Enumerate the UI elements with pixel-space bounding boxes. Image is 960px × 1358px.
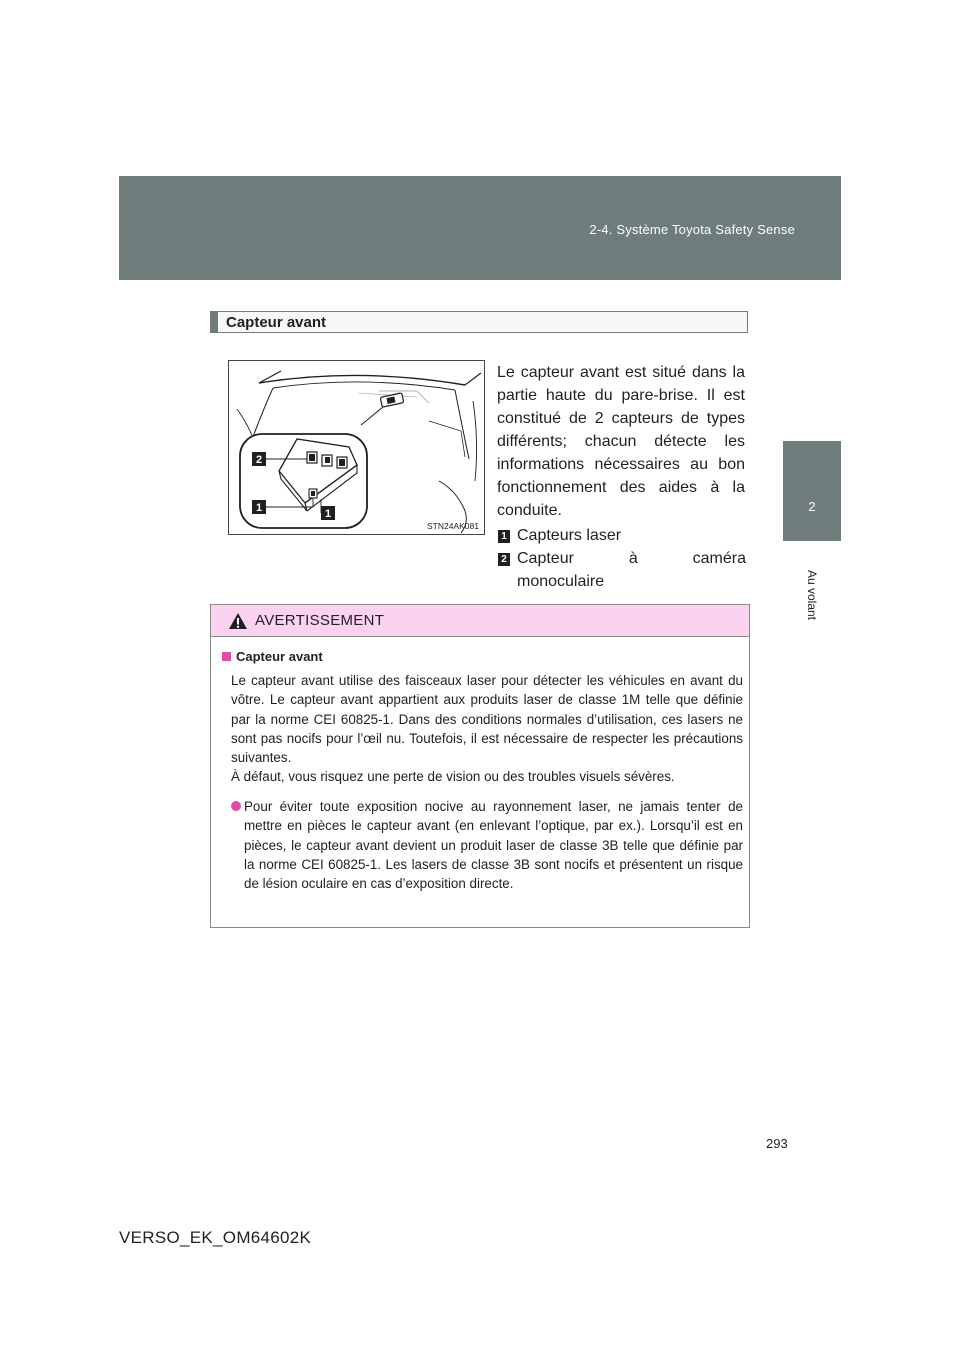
legend-number-badge: 2 xyxy=(498,553,510,566)
windshield-sensor-drawing xyxy=(229,361,486,536)
chapter-number: 2 xyxy=(808,499,816,514)
section-heading-text: Capteur avant xyxy=(226,314,327,331)
callout-2: 2 xyxy=(255,454,263,466)
legend-number-badge: 1 xyxy=(498,530,510,543)
legend-item-laser xyxy=(498,524,746,547)
warning-paragraph-text: Le capteur avant utilise des faisceaux laser pour détecter les véhicules en avant du vôtre. Le capteur avant appartient aux produits laser de classe 1M telle que définie par la norme CEI 60825-1. Dans des conditions normales d’utilisation, ces lasers ne sont pas nocifs pour l’œil nu. Toutefois, il est nécessaire de respecter les précautions suivantes. xyxy=(231,673,743,766)
warning-title: AVERTISSEMENT xyxy=(255,612,385,629)
legend-label: Capteur à caméra xyxy=(517,550,746,567)
warning-paragraph-conclusion: À défaut, vous risquez une perte de vision ou des troubles visuels sévères. xyxy=(231,769,675,785)
section-heading xyxy=(210,311,748,333)
legend-text xyxy=(517,524,746,547)
warning-subheading xyxy=(222,649,323,664)
warning-bullet xyxy=(231,797,743,893)
warning-paragraph xyxy=(231,671,743,787)
legend-text xyxy=(517,547,746,593)
legend-label-cont: monoculaire xyxy=(517,573,605,590)
chapter-side-label: Au volant xyxy=(805,569,819,621)
warning-header xyxy=(211,605,749,637)
intro-paragraph: Le capteur avant est situé dans la partie haute du pare-brise. Il est constitué de 2 capteurs de types différents; chacun détecte les informations nécessaires au bon fonctionnement des aides à la conduite. xyxy=(497,364,745,519)
pink-square-icon xyxy=(222,652,231,661)
legend-item-camera xyxy=(498,547,746,593)
page-number: 293 xyxy=(766,1136,788,1151)
document-code: VERSO_EK_OM64602K xyxy=(119,1228,312,1247)
sensor-illustration xyxy=(228,360,485,535)
header-band xyxy=(119,176,841,280)
warning-box xyxy=(210,604,750,928)
warning-subheading-text: Capteur avant xyxy=(236,649,323,664)
chapter-title: 2-4. Système Toyota Safety Sense xyxy=(589,222,795,237)
warning-icon xyxy=(228,612,248,630)
pink-bullet-icon xyxy=(231,801,241,811)
legend-label: Capteurs laser xyxy=(517,527,622,544)
callout-1-left: 1 xyxy=(255,502,263,514)
warning-bullet-text: Pour éviter toute exposition nocive au rayonnement laser, ne jamais tenter de mettre en pièces le capteur avant (en enlevant l’optique, par ex.). Lorsqu’il est en pièces, le capteur avant devient un produit laser de classe 3B telle que définie par la norme CEI 60825-1. Les lasers de classe 3B sont nocifs et présentent un risque de lésion oculaire en cas d’exposition directe. xyxy=(244,799,743,892)
callout-1-right: 1 xyxy=(324,508,332,520)
chapter-tab xyxy=(783,441,841,541)
section-heading-bar xyxy=(211,312,218,332)
figure-code: STN24AK081 xyxy=(427,521,479,531)
